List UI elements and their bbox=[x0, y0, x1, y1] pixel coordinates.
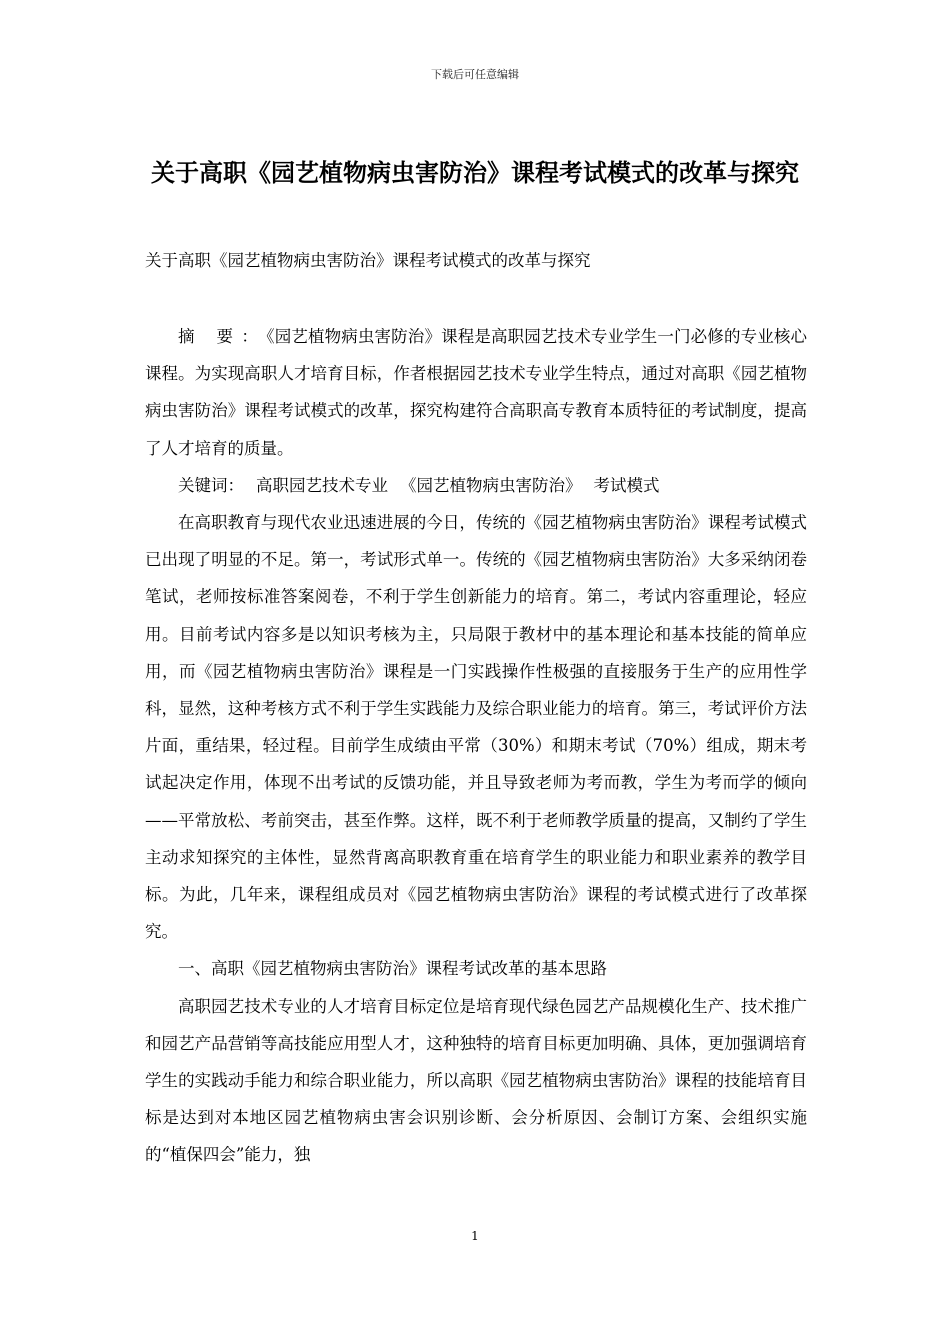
body-paragraph: 在高职教育与现代农业迅速进展的今日，传统的《园艺植物病虫害防治》课程考试模式已出现了明显的不足。第一，考试形式单一。传统的《园艺植物病虫害防治》大多采纳闭卷笔试，老师按标准答案阅卷，不利于学生创新能力的培育。第二，考试内容重理论，轻应用。目前考试内容多是以知识考核为主，只局限于教材中的基本理论和基本技能的简单应用，而《园艺植物病虫害防治》课程是一门实践操作性极强的直接服务于生产的应用性学科，显然，这种考核方式不利于学生实践能力及综合职业能力的培育。第三，考试评价方法片面，重结果，轻过程。目前学生成绩由平常（30%）和期末考试（70%）组成，期末考试起决定作用，体现不出考试的反馈功能，并且导致老师为考而教，学生为考而学的倾向——平常放松、考前突击，甚至作弊。这样，既不利于老师教学质量的提高，又制约了学生主动求知探究的主体性，显然背离高职教育重在培育学生的职业能力和职业素养的教学目标。为此，几年来，课程组成员对《园艺植物病虫害防治》课程的考试模式进行了改革探究。 bbox=[145, 513, 807, 942]
document-subtitle: 关于高职《园艺植物病虫害防治》课程考试模式的改革与探究 bbox=[145, 251, 591, 270]
document-body bbox=[145, 318, 807, 1174]
header-note: 下载后可任意编辑 bbox=[431, 68, 519, 81]
body-paragraph: 高职园艺技术专业的人才培育目标定位是培育现代绿色园艺产品规模化生产、技术推广和园艺产品营销等高技能应用型人才，这种独特的培育目标更加明确、具体，更加强调培育学生的实践动手能力和综合职业能力，所以高职《园艺植物病虫害防治》课程的技能培育目标是达到对本地区园艺植物病虫害会识别诊断、会分析原因、会制订方案、会组织实施的“植保四会”能力，独 bbox=[145, 996, 807, 1165]
keyword-item: 《园艺植物病虫害防治》 bbox=[400, 475, 582, 495]
keywords-paragraph bbox=[145, 467, 807, 504]
keyword-item: 考试模式 bbox=[593, 475, 660, 495]
abstract-label: 摘 要： bbox=[178, 327, 267, 346]
section-heading: 一、高职《园艺植物病虫害防治》课程考试改革的基本思路 bbox=[178, 959, 607, 979]
abstract-paragraph bbox=[145, 318, 807, 467]
page-number: 1 bbox=[471, 1229, 479, 1243]
keywords-label: 关键词： bbox=[178, 475, 244, 495]
keyword-item: 高职园艺技术专业 bbox=[256, 475, 388, 495]
document-title: 关于高职《园艺植物病虫害防治》课程考试模式的改革与探究 bbox=[151, 159, 799, 187]
abstract-text: 《园艺植物病虫害防治》课程是高职园艺技术专业学生一门必修的专业核心课程。为实现高职人才培育目标，作者根据园艺技术专业学生特点，通过对高职《园艺植物病虫害防治》课程考试模式的改革，探究构建符合高职高专教育本质特征的考试制度，提高了人才培育的质量。 bbox=[145, 327, 808, 458]
